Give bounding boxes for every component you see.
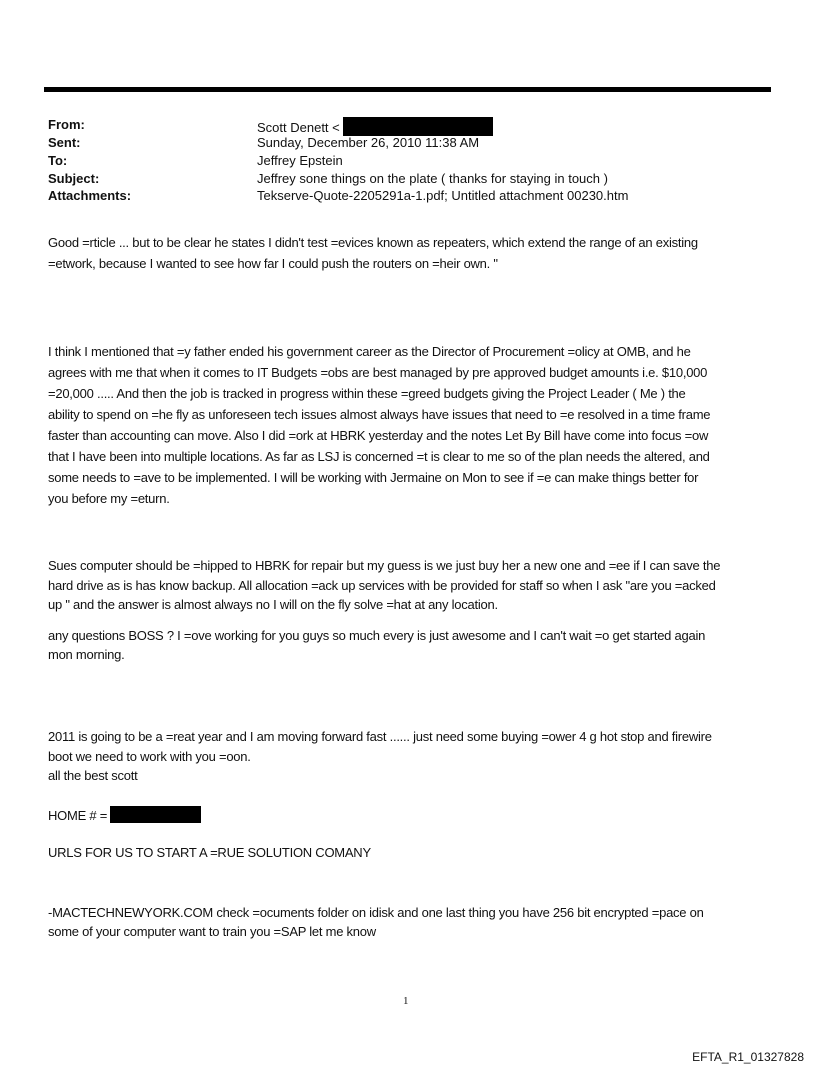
- body-line: faster than accounting can move. Also I did =ork at HBRK yesterday and the notes Let By Bill have come into focus =ow: [48, 428, 709, 443]
- body-line: hard drive as is has know backup. All allocation =ack up services with be provided for staff so when I ask "are you =acked: [48, 578, 716, 593]
- from-row: [257, 117, 493, 136]
- body-line: -MACTECHNEWYORK.COM check =ocuments folder on idisk and one last thing you have 256 bit encrypted =pace on: [48, 905, 704, 920]
- body-line: HOME # =: [48, 808, 108, 823]
- body-line: =etwork, because I wanted to see how far I could push the routers on =heir own. ": [48, 256, 498, 271]
- header-rule: [44, 87, 771, 92]
- body-line: all the best scott: [48, 768, 138, 783]
- body-line: =20,000 ..... And then the job is tracked in progress within these =greed budgets giving the Project Leader ( Me ) the: [48, 386, 686, 401]
- body-line: that I have been into multiple locations. As far as LSJ is concerned =t is clear to me so of the plan needs the altered, and: [48, 449, 710, 464]
- body-line: you before my =eturn.: [48, 491, 170, 506]
- body-line: up " and the answer is almost always no I will on the fly solve =hat at any location.: [48, 597, 498, 612]
- attachments-value: Tekserve-Quote-2205291a-1.pdf; Untitled attachment 00230.htm: [257, 188, 629, 203]
- body-line: mon morning.: [48, 647, 125, 662]
- attachments-label: Attachments:: [48, 188, 132, 203]
- page-number: 1: [403, 995, 409, 1007]
- sent-label: Sent:: [48, 135, 81, 150]
- subject-value: Jeffrey sone things on the plate ( thanks for staying in touch ): [257, 171, 608, 186]
- to-label: To:: [48, 153, 68, 168]
- from-value: Scott Denett <: [257, 120, 340, 135]
- redaction-email: [343, 117, 493, 136]
- body-line: boot we need to work with you =oon.: [48, 749, 251, 764]
- body-line: any questions BOSS ? I =ove working for you guys so much every is just awesome and I can't wait =o get started again: [48, 628, 706, 643]
- body-line: some needs to =ave to be implemented. I will be working with Jermaine on Mon to see if =e can make things better for: [48, 470, 699, 485]
- redaction-phone: [110, 806, 201, 823]
- body-line: some of your computer want to train you =SAP let me know: [48, 924, 376, 939]
- sent-value: Sunday, December 26, 2010 11:38 AM: [257, 135, 480, 150]
- subject-label: Subject:: [48, 171, 100, 186]
- body-line: Sues computer should be =hipped to HBRK for repair but my guess is we just buy her a new one and =ee if I can save the: [48, 558, 721, 573]
- body-line: I think I mentioned that =y father ended his government career as the Director of Procurement =olicy at OMB, and he: [48, 344, 691, 359]
- home-line: [48, 806, 201, 823]
- document-id: EFTA_R1_01327828: [692, 1050, 804, 1064]
- body-line: 2011 is going to be a =reat year and I am moving forward fast ...... just need some buying =ower 4 g hot stop and firewire: [48, 729, 712, 744]
- body-line: Good =rticle ... but to be clear he states I didn't test =evices known as repeaters, which extend the range of an existing: [48, 235, 698, 250]
- body-line: agrees with me that when it comes to IT Budgets =obs are best managed by pre approved budget amounts i.e. $10,000: [48, 365, 708, 380]
- to-value: Jeffrey Epstein: [257, 153, 343, 168]
- body-line: URLS FOR US TO START A =RUE SOLUTION COMANY: [48, 845, 371, 860]
- from-label: From:: [48, 117, 85, 132]
- body-line: ability to spend on =he fly as unforeseen tech issues almost always have issues that need to =e resolved in a time frame: [48, 407, 711, 422]
